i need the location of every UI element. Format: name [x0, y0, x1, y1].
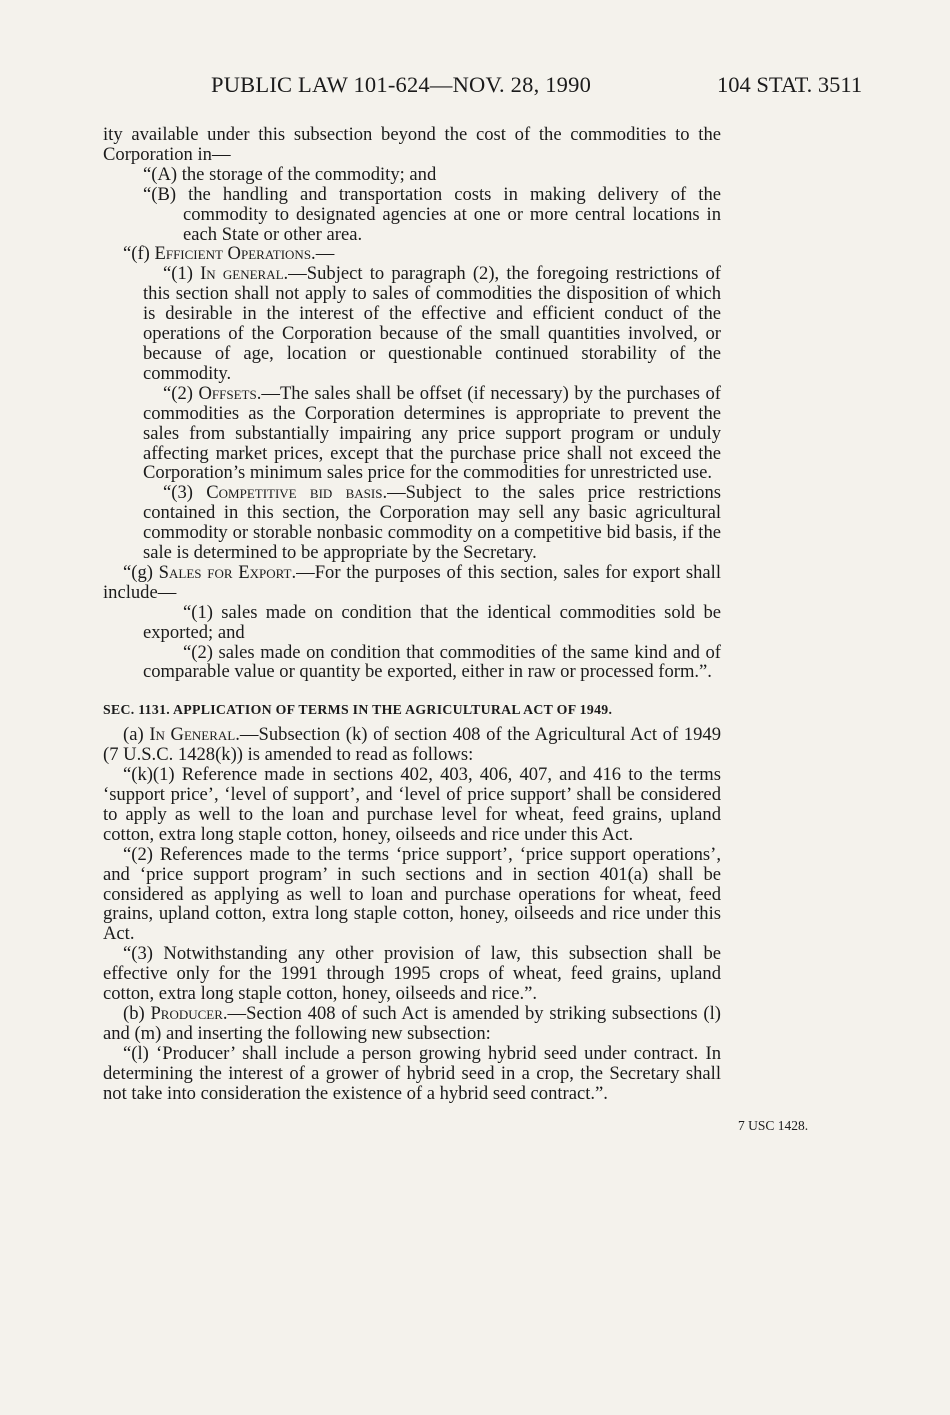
- paragraph-g1: “(1) sales made on condition that the identical commodities sold be exported; and: [143, 601, 721, 643]
- paragraph-f3: “(3) Competitive bid basis.—Subject to the sales price restrictions contained in this section, the Corporation may sell any basic agricultural commodity or storable nonbasic commodity on a competitive bid basis, if the sale is determined to be appropriate by the Secretary.: [143, 482, 721, 564]
- paragraph-k3: “(3) Notwithstanding any other provision of law, this subsection shall be effective only for the 1991 through 1995 crops of wheat, feed grains, upland cotton, extra long staple cotton, honey, oilseeds and rice.”.: [103, 943, 721, 1005]
- section-heading: SEC. 1131. APPLICATION OF TERMS IN THE AGRICULTURAL ACT OF 1949.: [103, 702, 613, 718]
- subsection-g: “(g) Sales for Export.—For the purposes of this section, sales for export shall include—: [103, 561, 721, 603]
- clause-a: “(A) the storage of the commodity; and: [143, 163, 437, 185]
- subsection-a: (a) In General.—Subsection (k) of section 408 of the Agricultural Act of 1949 (7 U.S.C. 1428(k)) is amended to read as follows:: [103, 724, 721, 766]
- margin-citation: 7 USC 1428.: [738, 1118, 809, 1133]
- running-head-title: PUBLIC LAW 101-624—NOV. 28, 1990: [211, 72, 592, 97]
- paragraph-continuation: ity available under this subsection beyond the cost of the commodities to the Corporation in—: [103, 124, 721, 165]
- paragraph-f2: “(2) Offsets.—The sales shall be offset (if necessary) by the purchases of commodities as the Corporation determines is appropriate to prevent the sales from substantially impairing any price support program or unduly affecting market prices, except that the purchase price shall not exceed the Corporation’s minimum sales price for the commodities for unrestricted use.: [143, 382, 721, 484]
- clause-b: “(B) the handling and transportation costs in making delivery of the commodity to designated agencies at one or more central locations in each State or other area.: [143, 183, 721, 245]
- paragraph-f1: “(1) In general.—Subject to paragraph (2), the foregoing restrictions of this section shall not apply to sales of commodities the disposition of which is desirable in the interest of the effective and efficient conduct of the operations of the Corporation because of the small quantities involved, or because of age, location or questionable continued storability of the commodity.: [143, 263, 721, 384]
- subsection-f-heading: “(f) Efficient Operations.—: [123, 243, 335, 265]
- paragraph-k2: “(2) References made to the terms ‘price support’, ‘price support operations’, and ‘price support program’ in such sections and in section 401(a) shall be considered as applying as well to loan and purchase operations for wheat, feed grains, upland cotton, extra long staple cotton, honey, oilseeds and rice under this Act.: [103, 843, 721, 945]
- page-number: 104 STAT. 3511: [717, 72, 863, 97]
- paragraph-l1: “(l) ‘Producer’ shall include a person growing hybrid seed under contract. In determining the interest of a grower of hybrid seed in a crop, the Secretary shall not take into consideration the existence of a hybrid seed contract.”.: [103, 1042, 721, 1104]
- paragraph-k1: “(k)(1) Reference made in sections 402, 403, 406, 407, and 416 to the terms ‘support price’, ‘level of support’, and ‘level of price support’ shall be considered to apply as well to the loan and purchase level for wheat, feed grains, upland cotton, extra long staple cotton, honey, oilseeds and rice under this Act.: [103, 764, 721, 845]
- statute-text: [103, 125, 721, 1104]
- paragraph-g2: “(2) sales made on condition that commodities of the same kind and of comparable value or quantity be exported, either in raw or processed form.”.: [143, 641, 721, 683]
- subsection-b: (b) Producer.—Section 408 of such Act is amended by striking subsections (l) and (m) and inserting the following new subsection:: [103, 1002, 721, 1044]
